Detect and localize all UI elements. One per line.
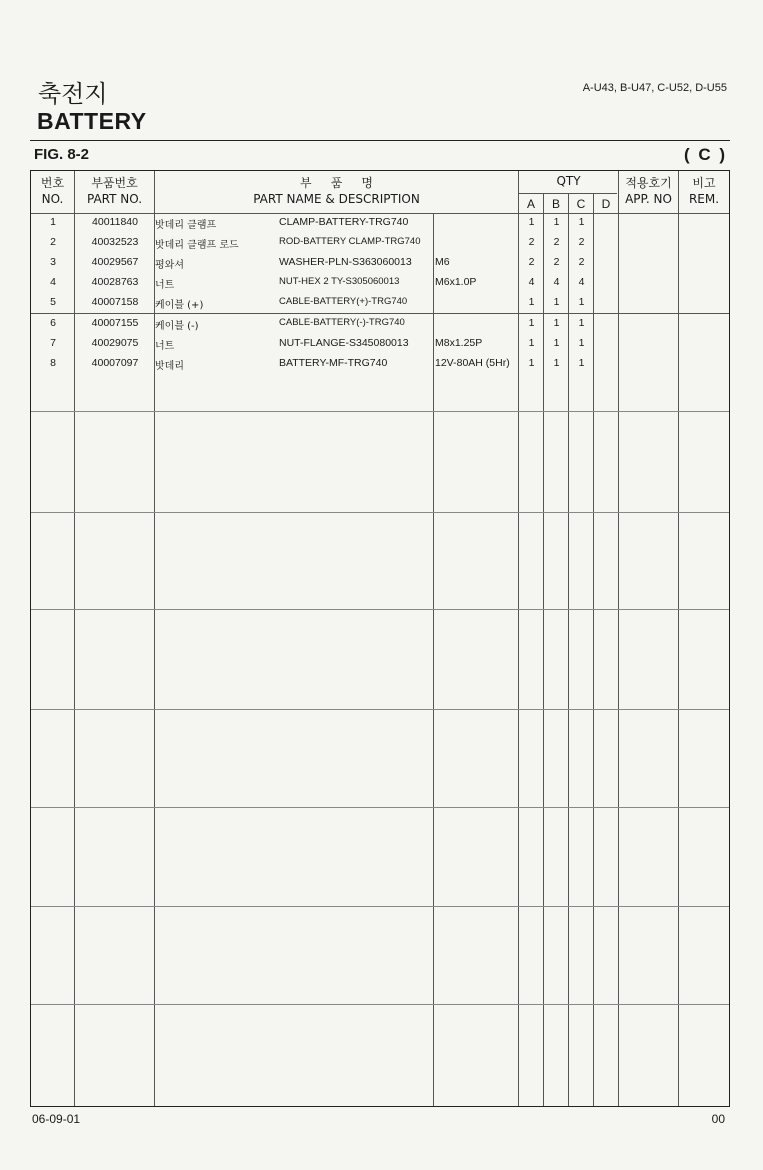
row-number: 1 [50, 216, 56, 228]
qty-c: 1 [578, 296, 585, 308]
header-qty-a: A [526, 197, 535, 211]
row-number: 8 [50, 357, 56, 369]
header-no-ko: 번호 [40, 176, 65, 190]
part-name-korean: 너트 [155, 280, 175, 291]
qty-c: 1 [578, 216, 585, 228]
qty-b: 1 [553, 317, 560, 329]
qty-a: 1 [528, 317, 535, 329]
part-spec: M6x1.0P [435, 276, 477, 288]
model-list: A-U43, B-U47, C-U52, D-U55 [582, 82, 727, 94]
row-number: 4 [50, 276, 56, 288]
part-description: NUT-HEX 2 TY-S305060013 [279, 276, 400, 287]
qty-a: 1 [528, 337, 535, 349]
qty-c: 1 [578, 357, 585, 369]
part-name-korean: 밧데리 클램프 로드 [155, 240, 239, 251]
header-qty-d: D [601, 197, 611, 211]
title-korean: 축전지 [38, 80, 108, 108]
qty-a: 1 [528, 216, 535, 228]
qty-b: 2 [553, 256, 560, 268]
part-name-korean: 케이블 (+) [155, 300, 204, 311]
qty-b: 1 [553, 296, 560, 308]
row-number: 5 [50, 296, 56, 308]
qty-a: 4 [528, 276, 535, 288]
header-no-en: NO. [41, 192, 64, 206]
qty-c: 2 [578, 256, 585, 268]
part-number: 40028763 [91, 276, 139, 288]
row-number: 7 [50, 337, 56, 349]
part-description: CABLE-BATTERY(+)-TRG740 [279, 296, 408, 307]
header-desc-ko: 부 품 명 [300, 176, 373, 190]
variant-label: ( C ) [683, 145, 727, 164]
qty-a: 2 [528, 236, 535, 248]
qty-c: 4 [578, 276, 585, 288]
part-number: 40007097 [91, 357, 139, 369]
part-name-korean: 밧데리 [155, 361, 184, 372]
header-app-ko: 적용호기 [625, 176, 672, 190]
qty-c: 1 [578, 337, 585, 349]
table-row [31, 276, 729, 294]
qty-c: 1 [578, 317, 585, 329]
footer-page-number: 00 [711, 1112, 725, 1126]
header-rem-ko: 비고 [692, 176, 716, 190]
qty-b: 1 [553, 337, 560, 349]
table-row [31, 337, 729, 355]
part-name-korean: 케이블 (-) [155, 321, 199, 332]
part-description: ROD-BATTERY CLAMP-TRG740 [279, 236, 421, 247]
part-number: 40029075 [91, 337, 139, 349]
figure-number: FIG. 8-2 [34, 146, 90, 163]
qty-b: 4 [553, 276, 560, 288]
qty-b: 1 [553, 216, 560, 228]
header-qty-c: C [576, 197, 586, 211]
qty-a: 2 [528, 256, 535, 268]
title-rule [30, 140, 730, 141]
row-number: 2 [50, 236, 56, 248]
part-description: BATTERY-MF-TRG740 [279, 357, 388, 369]
header-desc-en: PART NAME & DESCRIPTION [253, 192, 420, 206]
header-qty-b: B [551, 197, 560, 211]
part-spec: 12V-80AH (5Hr) [435, 357, 510, 369]
part-number: 40007158 [91, 296, 139, 308]
header-app-en: APP. NO [625, 192, 672, 206]
row-number: 3 [50, 256, 56, 268]
header-part-en: PART NO. [86, 192, 143, 206]
part-number: 40032523 [91, 236, 139, 248]
part-number: 40029567 [91, 256, 139, 268]
row-number: 6 [50, 317, 56, 329]
qty-c: 2 [578, 236, 585, 248]
table-row [31, 216, 729, 234]
part-name-korean: 평와셔 [155, 260, 184, 271]
part-description: NUT-FLANGE-S345080013 [279, 337, 409, 349]
qty-a: 1 [528, 296, 535, 308]
table-row [31, 256, 729, 274]
qty-b: 1 [553, 357, 560, 369]
part-spec: M6 [435, 256, 450, 268]
table-row [31, 357, 729, 375]
title-english: BATTERY [37, 108, 147, 134]
table-row [31, 296, 729, 314]
table-row [31, 236, 729, 254]
part-description: CABLE-BATTERY(-)-TRG740 [279, 317, 405, 328]
header-qty: QTY [556, 174, 581, 188]
qty-b: 2 [553, 236, 560, 248]
footer-date: 06-09-01 [32, 1112, 81, 1126]
header-rem-en: REM. [688, 192, 720, 206]
part-number: 40007155 [91, 317, 139, 329]
part-description: CLAMP-BATTERY-TRG740 [279, 216, 409, 228]
part-spec: M8x1.25P [435, 337, 483, 349]
part-number: 40011840 [92, 216, 138, 228]
qty-a: 1 [528, 357, 535, 369]
parts-table [30, 170, 730, 1107]
part-name-korean: 밧데리 클램프 [155, 220, 217, 231]
part-description: WASHER-PLN-S363060013 [279, 256, 412, 268]
header-part-ko: 부품번호 [91, 176, 138, 190]
table-row [31, 317, 729, 335]
part-name-korean: 너트 [155, 341, 175, 352]
